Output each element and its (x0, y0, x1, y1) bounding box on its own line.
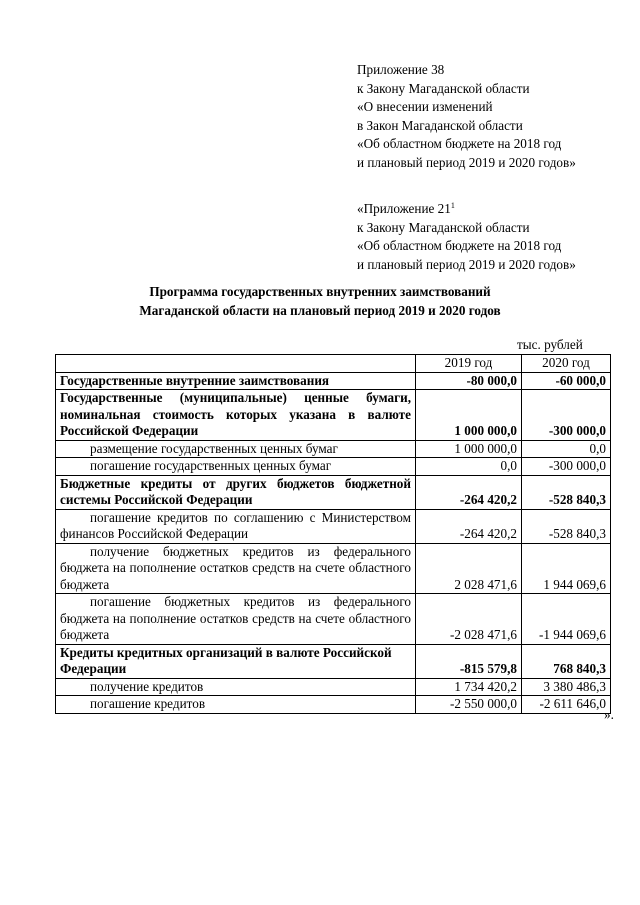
table-row (56, 440, 611, 458)
value-2020: -300 000,0 (522, 390, 611, 441)
table-row (56, 509, 611, 543)
annex-superscript: 1 (450, 201, 455, 210)
value-2020: -528 840,3 (522, 475, 611, 509)
value-2019: 0,0 (416, 458, 522, 476)
annex-line: в Закон Магаданской области (357, 117, 523, 133)
value-2020: -2 611 646,0 (522, 696, 611, 714)
annex-line: «Об областном бюджете на 2018 год (357, 136, 562, 151)
value-2019: -264 420,2 (416, 475, 522, 509)
row-name: Государственные (муниципальные) ценные бумаги, номинальная стоимость которых указана в валюте Российской Федерации (56, 390, 416, 441)
row-name: погашение государственных ценных бумаг (56, 458, 416, 476)
row-name: погашение бюджетных кредитов из федерального бюджета на пополнение остатков средств на счете областного бюджета (56, 594, 416, 645)
table-row (56, 543, 611, 594)
units-label: тыс. рублей (517, 337, 583, 352)
column-header-name (56, 355, 416, 373)
value-2019: -80 000,0 (416, 372, 522, 390)
annex-header-38 (357, 61, 576, 172)
value-2020: -60 000,0 (522, 372, 611, 390)
annex-header-21 (357, 200, 576, 274)
value-2020: -300 000,0 (522, 458, 611, 476)
row-name: получение бюджетных кредитов из федерального бюджета на пополнение остатков средств на счете областного бюджета (56, 543, 416, 594)
value-2020: -528 840,3 (522, 509, 611, 543)
annex-line: «Об областном бюджете на 2018 год (357, 238, 562, 253)
value-2019: 1 000 000,0 (416, 440, 522, 458)
value-2019: -815 579,8 (416, 644, 522, 678)
annex-line: Приложение 38 (357, 62, 445, 77)
row-name: Бюджетные кредиты от других бюджетов бюджетной системы Российской Федерации (56, 475, 416, 509)
annex-line: к Закону Магаданской области (357, 80, 530, 96)
row-name: размещение государственных ценных бумаг (56, 440, 416, 458)
table-row (56, 644, 611, 678)
table-row (56, 678, 611, 696)
annex-line: «Приложение $21^1$ (357, 201, 455, 216)
value-2020: -1 944 069,6 (522, 594, 611, 645)
row-name: Кредиты кредитных организаций в валюте Российской Федерации (56, 644, 416, 678)
document-subtitle: Магаданской области на плановый период 2019 и 2020 годов (139, 303, 501, 318)
document-title: Программа государственных внутренних заимствований (149, 284, 491, 299)
table-row (56, 475, 611, 509)
annex-line: «О внесении изменений (357, 99, 493, 114)
value-2019: 1 000 000,0 (416, 390, 522, 441)
annex-line: и плановый период 2019 и 2020 годов» (357, 256, 576, 272)
row-name: получение кредитов (56, 678, 416, 696)
annex-line: к Закону Магаданской области (357, 219, 530, 235)
value-2019: -264 420,2 (416, 509, 522, 543)
value-2019: 1 734 420,2 (416, 678, 522, 696)
table-row (56, 594, 611, 645)
table-header-row (56, 355, 611, 373)
value-2019: -2 550 000,0 (416, 696, 522, 714)
row-name: погашение кредитов (56, 696, 416, 714)
value-2019: -2 028 471,6 (416, 594, 522, 645)
value-2020: 768 840,3 (522, 644, 611, 678)
column-header-2020: 2020 год (522, 355, 611, 373)
table-row (56, 372, 611, 390)
closing-quote-mark: ». (604, 707, 614, 722)
table-row (56, 390, 611, 441)
value-2020: 0,0 (522, 440, 611, 458)
value-2020: 1 944 069,6 (522, 543, 611, 594)
column-header-2019: 2019 год (416, 355, 522, 373)
table-row (56, 458, 611, 476)
table-row (56, 696, 611, 714)
borrowing-table (55, 354, 611, 714)
value-2020: 3 380 486,3 (522, 678, 611, 696)
value-2019: 2 028 471,6 (416, 543, 522, 594)
annex-line: и плановый период 2019 и 2020 годов» (357, 154, 576, 170)
row-name: погашение кредитов по соглашению с Министерством финансов Российской Федерации (56, 509, 416, 543)
row-name: Государственные внутренние заимствования (56, 372, 416, 390)
